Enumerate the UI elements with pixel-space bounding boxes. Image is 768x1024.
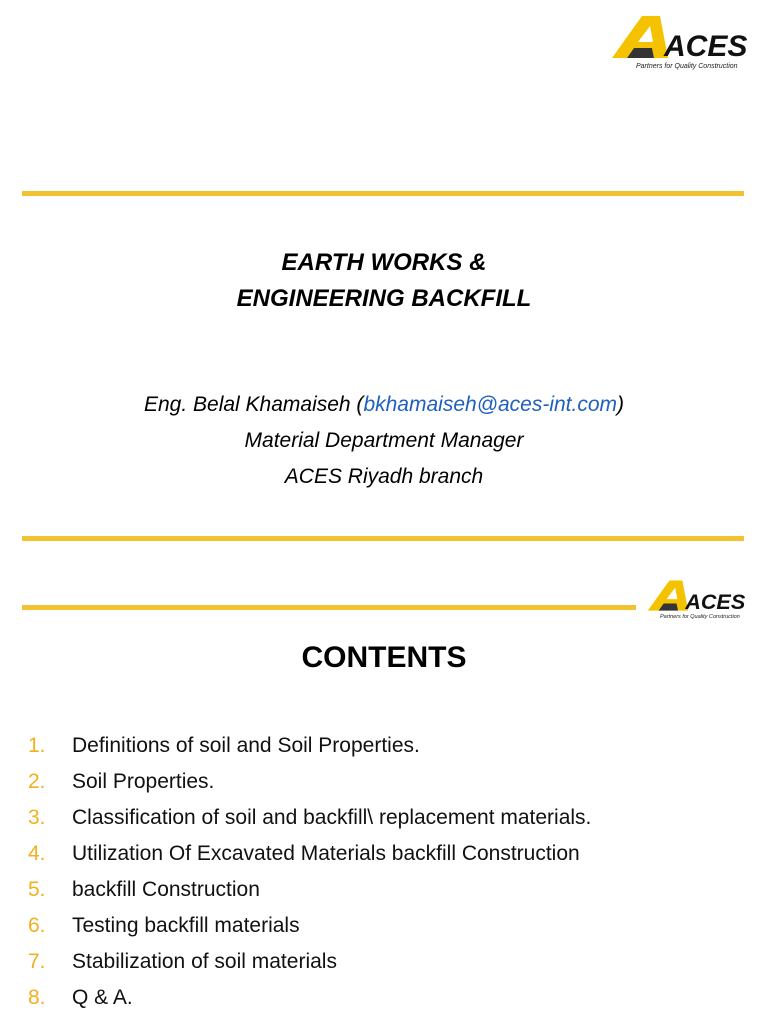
item-number: 1. [28,734,46,757]
author-email-link[interactable]: bkhamaiseh@aces-int.com [363,393,618,416]
contents-list [28,731,591,1019]
aces-logo-mark [612,14,757,64]
slide2-header-divider [22,605,636,610]
item-number: 7. [28,950,46,973]
contents-item [28,911,591,947]
aces-logo-lettering: ACES [664,30,748,63]
item-text: Classification of soil and backfill\ replacement materials. [72,806,592,829]
contents-item [28,731,591,767]
author-name-line [0,391,768,419]
item-text: Soil Properties. [72,770,215,793]
item-number: 6. [28,914,46,937]
contents-item [28,983,591,1019]
author-role: Material Department Manager [244,429,524,452]
contents-item [28,839,591,875]
aces-logo [612,14,757,76]
item-number: 4. [28,842,46,865]
aces-logo-small-lettering: ACES [685,589,746,615]
aces-logo-small-mark [644,579,756,615]
logo-small-tagline: Partners for Quality Construction [660,614,740,620]
item-text: Q & A. [72,986,133,1009]
item-text: Definitions of soil and Soil Properties. [72,734,420,757]
title-line-1: EARTH WORKS & [281,249,487,276]
author-suffix: ) [617,393,625,416]
contents-item [28,767,591,803]
author-prefix: Eng. Belal Khamaiseh ( [143,393,364,416]
item-text: Utilization Of Excavated Materials backfill Construction [72,842,580,865]
contents-item [28,803,591,839]
contents-heading: CONTENTS [301,641,467,674]
bottom-divider [22,536,744,541]
item-number: 5. [28,878,46,901]
item-text: Testing backfill materials [72,914,300,937]
logo-tagline: Partners for Quality Construction [636,63,738,70]
item-number: 2. [28,770,46,793]
author-branch: ACES Riyadh branch [284,465,484,488]
item-text: Stabilization of soil materials [72,950,337,973]
top-divider [22,191,744,196]
aces-logo-small [644,579,756,627]
title-line-2: ENGINEERING BACKFILL [236,285,532,312]
item-number: 3. [28,806,46,829]
contents-item [28,947,591,983]
item-number: 8. [28,986,46,1009]
contents-item [28,875,591,911]
item-text: backfill Construction [72,878,260,901]
